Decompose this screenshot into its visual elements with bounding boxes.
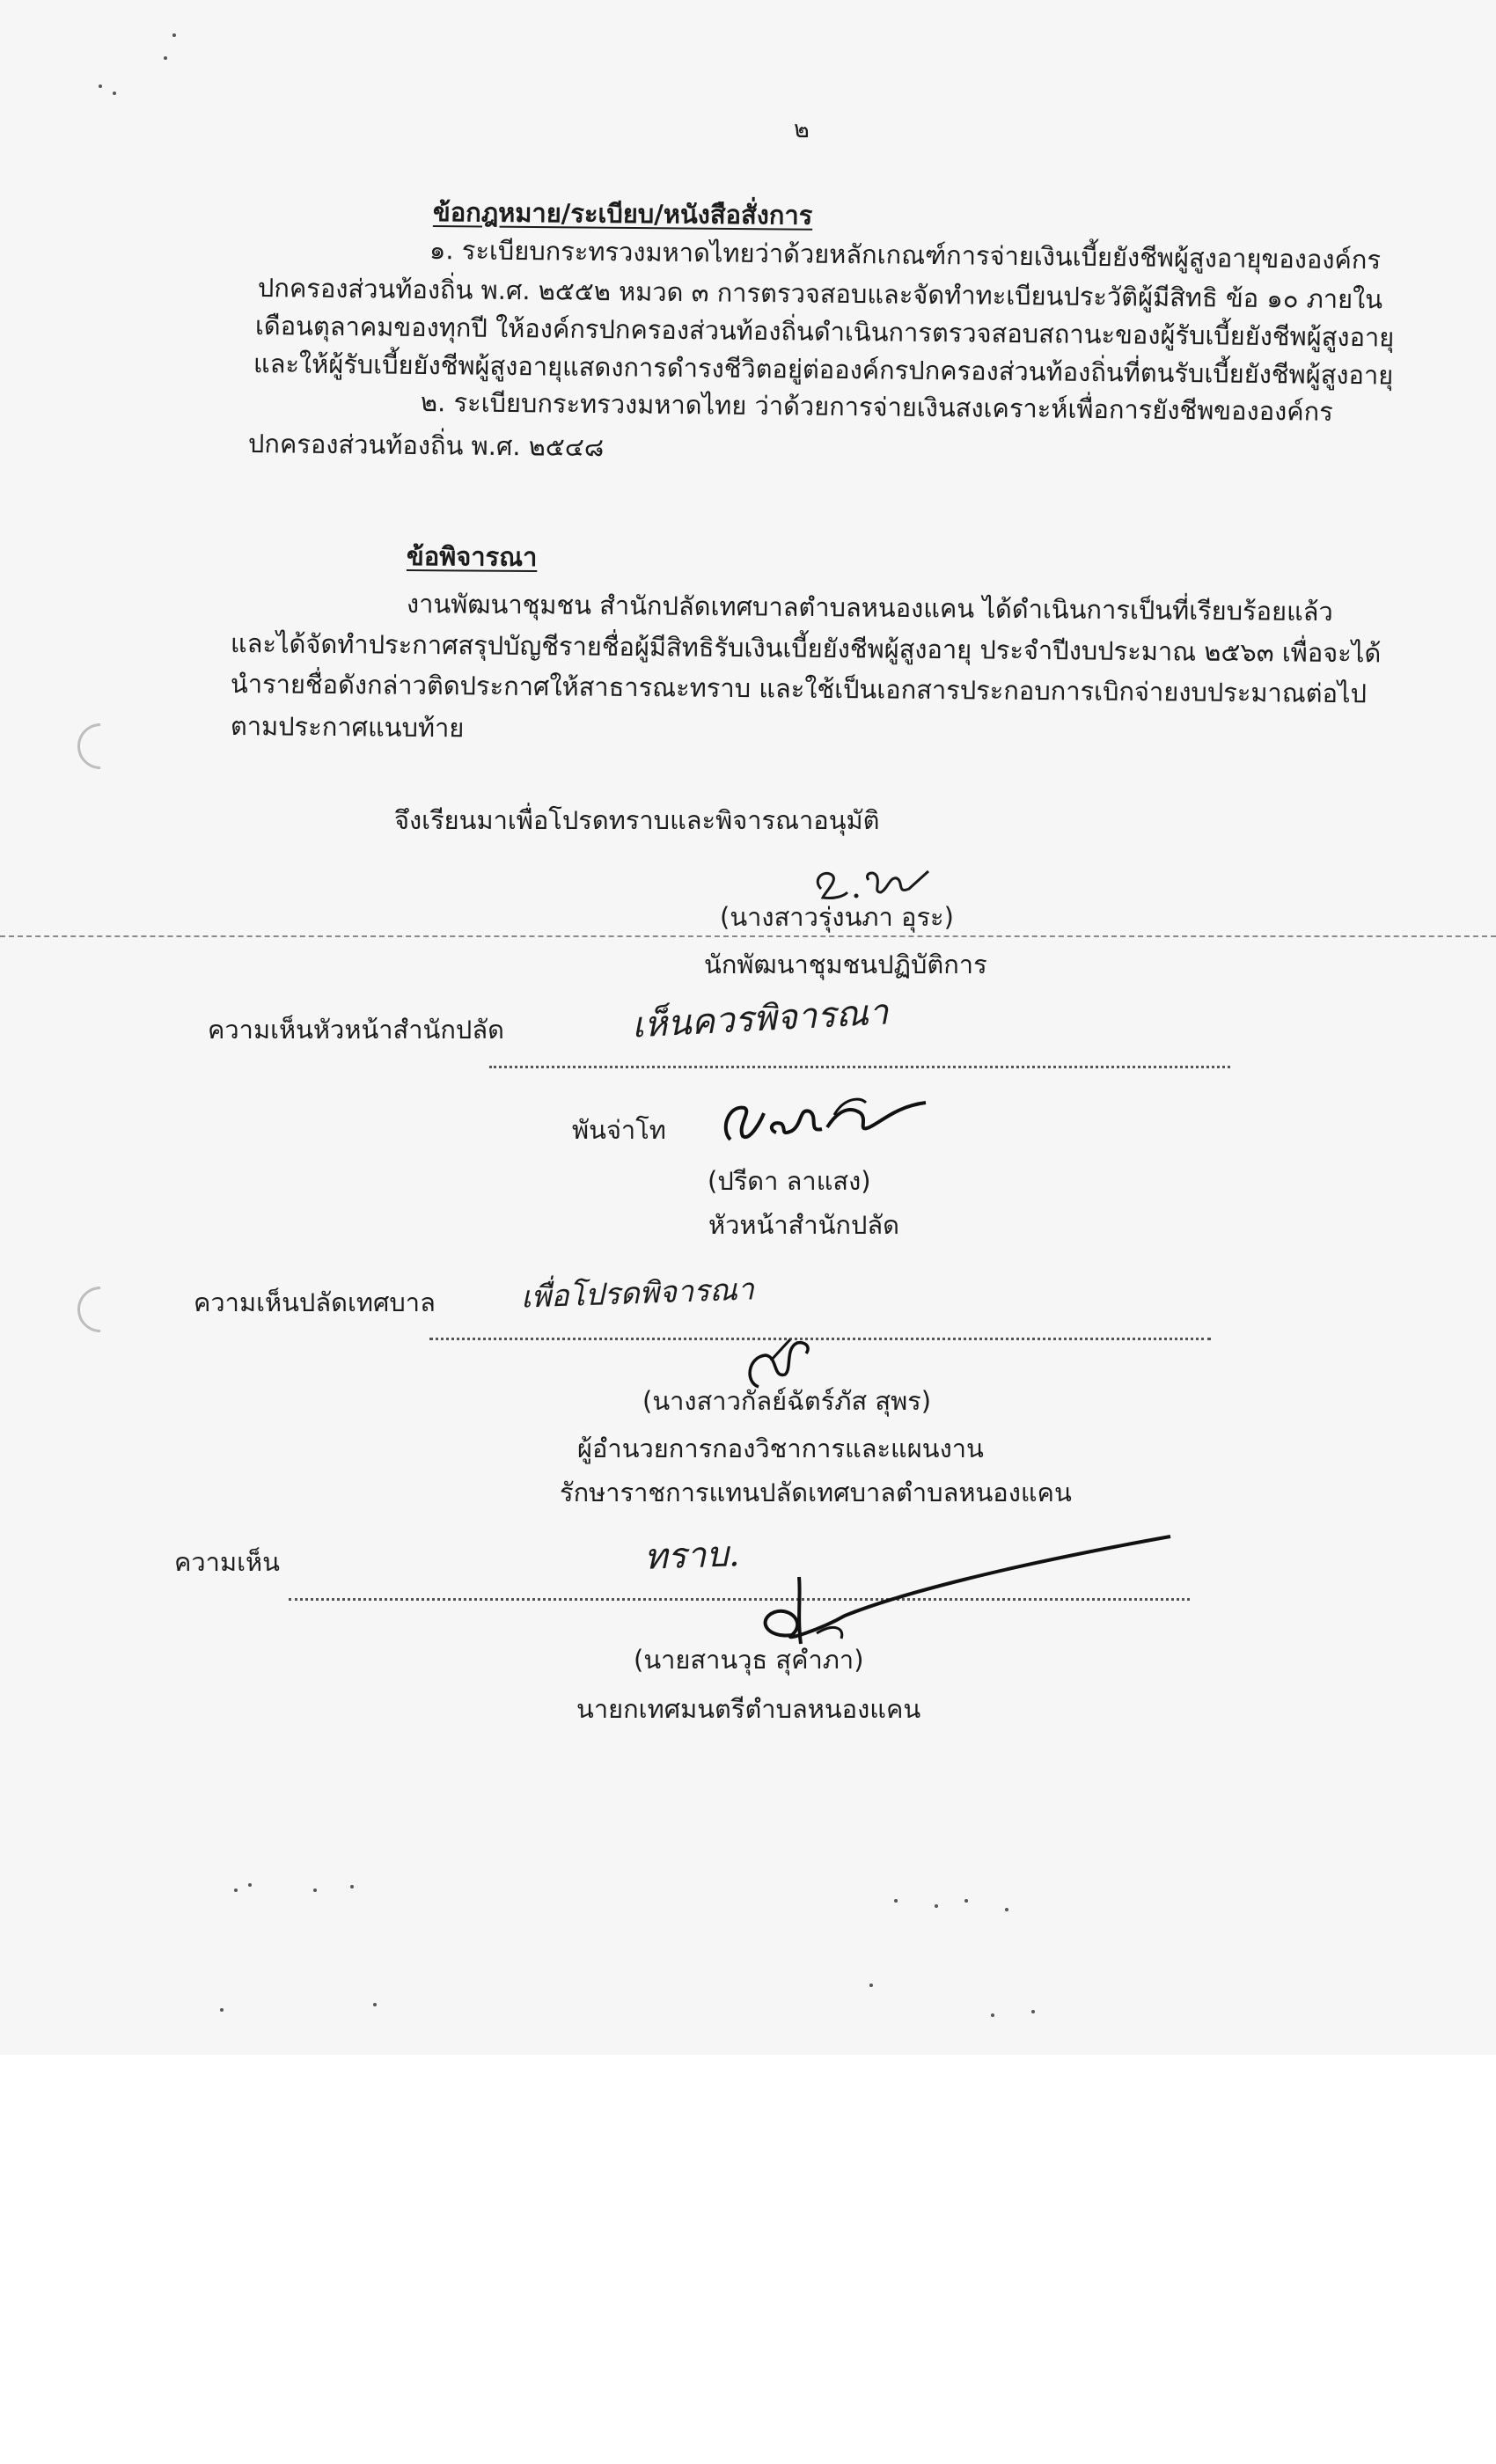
divider-line [0,935,1496,937]
scan-speck [964,1899,968,1903]
regulations-line-3: เดือนตุลาคมของทุกปี ให้องค์กรปกครองส่วนท้องถิ่นดำเนินการตรวจสอบสถานะของผู้รับเบี้ยยังชีพผู้สูงอายุ [254,311,1395,353]
opinion-municipal-clerk-acting: รักษาราชการแทนปลัดเทศบาลตำบลหนองแคน [560,1478,1072,1507]
scan-speck [935,1904,938,1908]
scan-speck [894,1899,898,1903]
consideration-line-1: งานพัฒนาชุมชน สำนักปลัดเทศบาลตำบลหนองแคน ได้ดำเนินการเป็นที่เรียบร้อยแล้ว [406,589,1333,627]
opinion-head-office-label: ความเห็นหัวหน้าสำนักปลัด [208,1015,504,1045]
scan-speck [113,92,116,95]
scan-speck [164,56,167,60]
signer1-name: (นางสาวรุ่งนภา อุระ) [720,902,954,932]
opinion-mayor-label: ความเห็น [174,1547,280,1577]
opinion-head-office-position: หัวหน้าสำนักปลัด [708,1210,900,1240]
regulations-line-1: ๑. ระเบียบกระทรวงมหาดไทยว่าด้วยหลักเกณฑ์การจ่ายเงินเบี้ยยังชีพผู้สูงอายุขององค์กร [429,235,1382,275]
regulations-heading: ข้อกฎหมาย/ระเบียบ/หนังสือสั่งการ [432,197,813,231]
scan-speck [234,1888,238,1892]
closing-text: จึงเรียนมาเพื่อโปรดทราบและพิจารณาอนุมัติ [394,805,880,835]
regulations-line-5: ๒. ระเบียบกระทรวงมหาดไทย ว่าด้วยการจ่ายเงินสงเคราะห์เพื่อการยังชีพขององค์กร [420,387,1333,427]
scan-speck [313,1888,317,1892]
scan-speck [869,1984,873,1987]
scan-speck [220,2008,224,2012]
blank-area [0,2055,1496,2464]
opinion-head-office-rank: พันจ่าโท [572,1115,666,1145]
signature-head-office [711,1087,940,1157]
opinion-municipal-clerk-name: (นางสาวกัลย์ฉัตร์ภัส สุพร) [642,1386,932,1416]
consideration-heading: ข้อพิจารณา [406,541,538,573]
opinion-head-office-name: (ปรีดา ลาแสง) [708,1166,871,1196]
scan-speck [172,33,176,37]
opinion-mayor-name: (นายสานวุธ สุคำภา) [634,1645,864,1675]
scan-speck [350,1885,354,1888]
regulations-line-2: ปกครองส่วนท้องถิ่น พ.ศ. ๒๕๕๒ หมวด ๓ การตรวจสอบและจัดทำทะเบียนประวัติผู้มีสิทธิ ข้อ ๑๐ ภายใน [257,273,1383,315]
page-number: ๒ [794,116,810,143]
punch-hole-bottom [68,1277,133,1342]
scan-speck [248,1883,252,1887]
scan-speck [373,2003,377,2006]
opinion-mayor-handwriting: ทราบ. [643,1534,741,1578]
scan-speck [99,84,102,88]
regulations-line-6: ปกครองส่วนท้องถิ่น พ.ศ. ๒๕๔๘ [247,429,605,463]
opinion-mayor-position: นายกเทศมนตรีตำบลหนองแคน [576,1694,921,1724]
scan-speck [1005,1908,1008,1911]
scan-speck [991,2013,994,2017]
scan-speck [1031,2010,1035,2013]
regulations-line-4: และให้ผู้รับเบี้ยยังชีพผู้สูงอายุแสดงการดำรงชีวิตอยู่ต่อองค์กรปกครองส่วนท้องถิ่นที่ตนรับเบี้ยยังชีพผู้สูงอายุ [253,348,1394,391]
consideration-line-2: และได้จัดทำประกาศสรุปบัญชีรายชื่อผู้มีสิทธิรับเงินเบี้ยยังชีพผู้สูงอายุ ประจำปีงบประมาณ ๒๕๖๓ เพื่อจะได้ [230,628,1382,669]
opinion-municipal-clerk-label: ความเห็นปลัดเทศบาล [194,1287,436,1317]
opinion-municipal-clerk-position: ผู้อำนวยการกองวิชาการและแผนงาน [577,1434,984,1463]
opinion-head-office-dotted-line [489,1066,1230,1068]
opinion-head-office-handwriting: เห็นควรพิจารณา [630,992,890,1046]
opinion-municipal-clerk-handwriting: เพื่อโปรดพิจารณา [520,1272,755,1316]
signer1-position: นักพัฒนาชุมชนปฏิบัติการ [704,950,987,979]
signature-mayor [669,1531,1179,1654]
consideration-line-4: ตามประกาศแนบท้าย [230,711,465,744]
consideration-line-3: นำรายชื่อดังกล่าวติดประกาศให้สาธารณะทราบ และใช้เป็นเอกสารประกอบการเบิกจ่ายงบประมาณต่อไป [230,669,1368,709]
punch-hole-top [68,714,133,779]
